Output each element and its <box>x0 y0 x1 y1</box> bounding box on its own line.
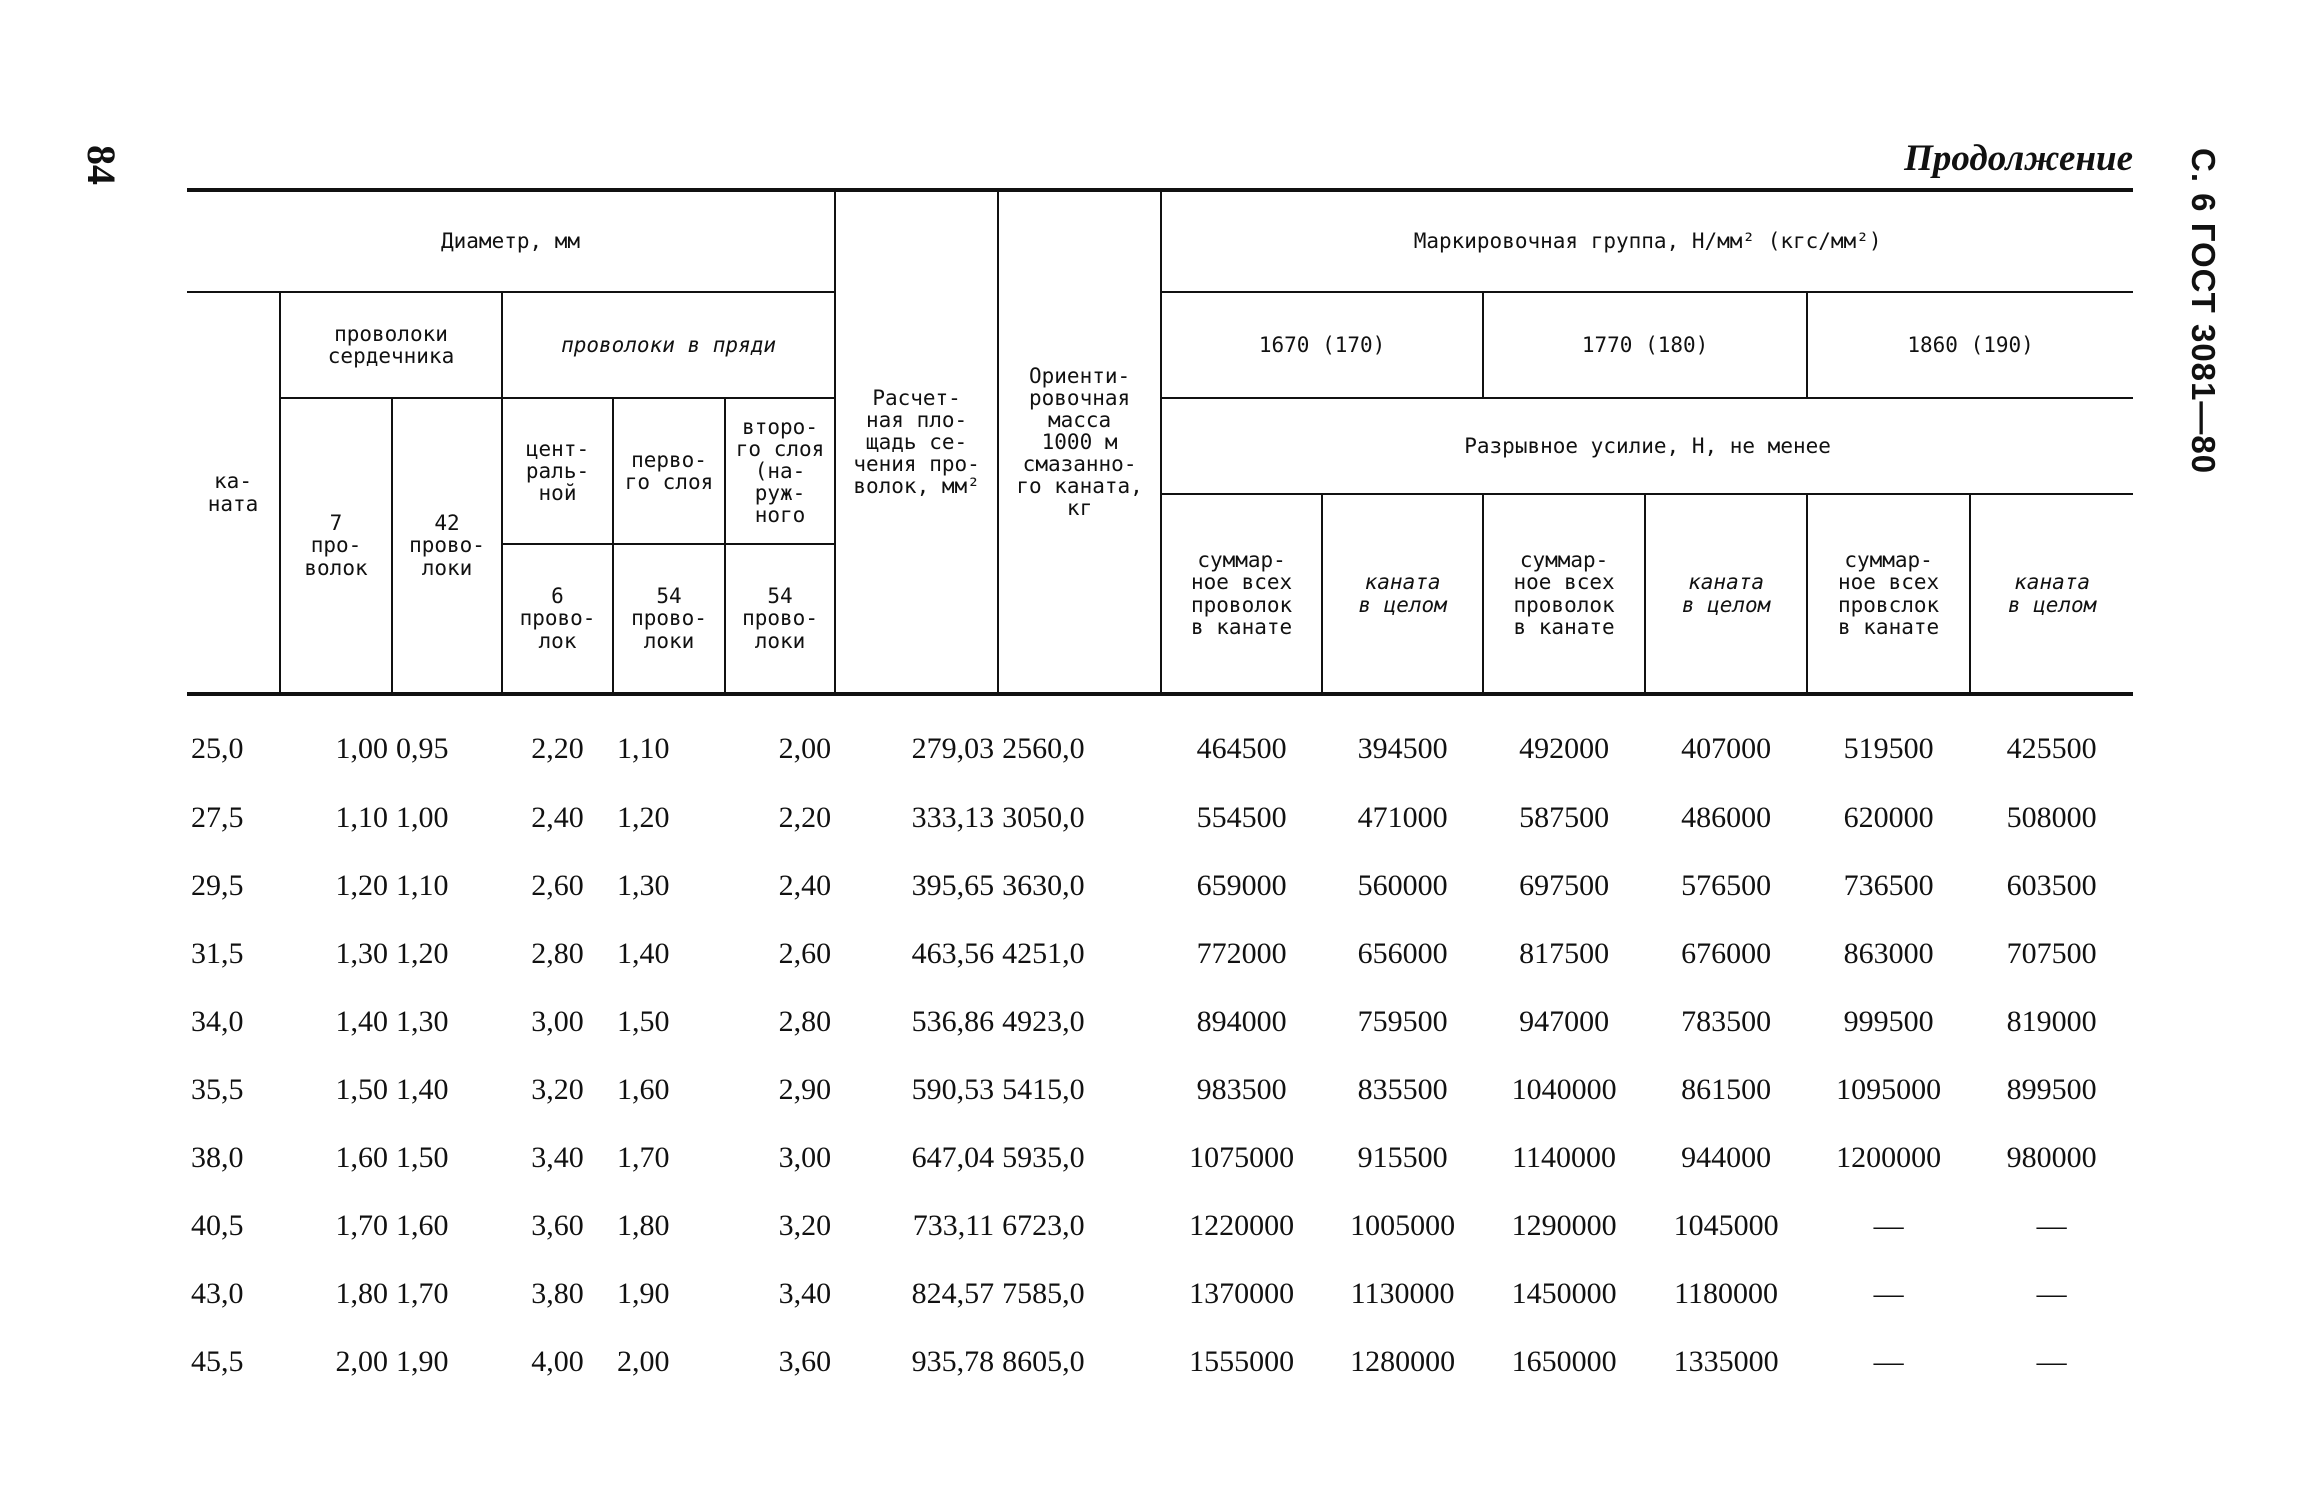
table-cell: 554500 <box>1196 801 1287 834</box>
table-cell: 3,40 <box>531 1141 584 1174</box>
table-cell: 3050,0 <box>1002 801 1085 834</box>
table-cell: — <box>1873 1209 1904 1242</box>
table-cell: 935,78 <box>911 1345 995 1378</box>
table-cell: 394500 <box>1357 732 1448 765</box>
table-cell: 819000 <box>2006 1005 2097 1038</box>
table-cell: 759500 <box>1357 1005 1448 1038</box>
table-cell: 407000 <box>1681 732 1772 765</box>
table-cell: 1335000 <box>1673 1345 1779 1378</box>
table-cell: 1,30 <box>617 869 670 902</box>
table-cell: 2,40 <box>531 801 584 834</box>
header-first-layer: перво- го слоя <box>613 398 725 544</box>
table-cell: 519500 <box>1843 732 1934 765</box>
table-cell: 3,80 <box>531 1277 584 1310</box>
table-cell: 3,40 <box>778 1277 832 1310</box>
table-cell: 1290000 <box>1511 1209 1617 1242</box>
table-cell: 1,50 <box>396 1141 449 1174</box>
table-cell: 279,03 <box>911 732 995 765</box>
table-cell: 980000 <box>2006 1141 2097 1174</box>
table-cell: 697500 <box>1519 869 1610 902</box>
table-cell: 863000 <box>1843 937 1934 970</box>
table-cell: 8605,0 <box>1002 1345 1085 1378</box>
header-sum-all-1860: суммар- ное всех провслок в канате <box>1807 494 1970 694</box>
table-cell: 395,65 <box>911 869 995 902</box>
table-cell: 861500 <box>1681 1073 1772 1106</box>
table-cell: — <box>2036 1209 2067 1242</box>
cell-rope-diameter: 43,0 <box>191 1277 244 1310</box>
table-row <box>187 1192 2133 1260</box>
table-cell: 1555000 <box>1189 1345 1295 1378</box>
header-strand-wires: проволоки в пряди <box>502 292 835 398</box>
table-row <box>187 920 2133 988</box>
table-cell: 1,90 <box>617 1277 670 1310</box>
table-cell: 1370000 <box>1189 1277 1295 1310</box>
table-cell: 1,70 <box>396 1277 449 1310</box>
table-cell: 1,60 <box>396 1209 449 1242</box>
table-cell: 3,20 <box>531 1073 584 1106</box>
table-cell: 2,20 <box>778 801 832 834</box>
header-sum-all-1670: суммар- ное всех проволок в канате <box>1161 494 1322 694</box>
table-cell: 1,70 <box>335 1209 388 1242</box>
header-marking-group: Маркировочная группа, Н/мм² (кгс/мм²) <box>1161 190 2133 292</box>
table-cell: 2,00 <box>617 1345 670 1378</box>
cell-rope-diameter: 27,5 <box>191 801 244 834</box>
table-cell: 1005000 <box>1350 1209 1456 1242</box>
continuation-label: Продолжение <box>1904 138 2133 179</box>
table-row <box>187 694 2133 784</box>
header-core-42: 42 прово- локи <box>392 398 502 694</box>
table-cell: 1095000 <box>1836 1073 1942 1106</box>
table-cell: 1,30 <box>335 937 388 970</box>
table-cell: 2,20 <box>531 732 584 765</box>
table-cell: 899500 <box>2006 1073 2097 1106</box>
table-cell: 620000 <box>1843 801 1934 834</box>
table-cell: 947000 <box>1519 1005 1610 1038</box>
table-cell: — <box>1873 1277 1904 1310</box>
table-row <box>187 1328 2133 1396</box>
table-cell: 999500 <box>1843 1005 1934 1038</box>
table-cell: 656000 <box>1357 937 1448 970</box>
table-cell: 817500 <box>1519 937 1610 970</box>
header-group-1770: 1770 (180) <box>1483 292 1807 398</box>
table-cell: 1,00 <box>335 732 388 765</box>
table-cell: 736500 <box>1843 869 1934 902</box>
table-cell: 707500 <box>2006 937 2097 970</box>
table-cell: 772000 <box>1196 937 1287 970</box>
cell-rope-diameter: 34,0 <box>191 1005 244 1038</box>
table-cell: 3,60 <box>778 1345 832 1378</box>
table-cell: 1,10 <box>396 869 449 902</box>
table-cell: 7585,0 <box>1002 1277 1085 1310</box>
table-cell: 983500 <box>1196 1073 1287 1106</box>
table-cell: 1,50 <box>617 1005 670 1038</box>
table-cell: 560000 <box>1357 869 1448 902</box>
table-cell: 1,60 <box>335 1141 388 1174</box>
table-cell: 5935,0 <box>1002 1141 1085 1174</box>
table-cell: 733,11 <box>912 1209 995 1242</box>
header-whole-1670: каната в целом <box>1322 494 1483 694</box>
table-cell: 1280000 <box>1350 1345 1456 1378</box>
table-cell: 1,30 <box>396 1005 449 1038</box>
table-cell: 944000 <box>1681 1141 1772 1174</box>
table-cell: 1,00 <box>396 801 449 834</box>
table-cell: 2,80 <box>531 937 584 970</box>
table-cell: 0,95 <box>396 732 449 765</box>
table-row <box>187 1124 2133 1192</box>
cell-rope-diameter: 35,5 <box>191 1073 244 1106</box>
header-whole-1770: каната в целом <box>1645 494 1807 694</box>
table-cell: 3,00 <box>778 1141 832 1174</box>
header-diameter: Диаметр, мм <box>187 190 835 292</box>
table-cell: 4923,0 <box>1002 1005 1085 1038</box>
table-cell: 2,80 <box>778 1005 832 1038</box>
header-core-wires: проволоки сердечника <box>280 292 502 398</box>
cell-rope-diameter: 45,5 <box>191 1345 244 1378</box>
table-cell: 2,40 <box>778 869 832 902</box>
header-central-count: 6 прово- лок <box>502 544 613 694</box>
table-cell: 2,60 <box>778 937 832 970</box>
page-number: 84 <box>79 145 124 185</box>
table-cell: 1180000 <box>1674 1277 1779 1310</box>
table-cell: 576500 <box>1681 869 1772 902</box>
table-cell: 1075000 <box>1189 1141 1295 1174</box>
table-cell: 603500 <box>2006 869 2097 902</box>
table-cell: 676000 <box>1681 937 1772 970</box>
table-cell: 1,20 <box>396 937 449 970</box>
table-cell: 1,10 <box>335 801 388 834</box>
table-cell: 4251,0 <box>1002 937 1085 970</box>
table-cell: 659000 <box>1196 869 1287 902</box>
header-second-layer: второ- го слоя (на- руж- ного <box>725 398 835 544</box>
table-cell: 824,57 <box>911 1277 995 1310</box>
table-cell: 6723,0 <box>1002 1209 1085 1242</box>
header-core-7: 7 про- волок <box>280 398 392 694</box>
table-cell: 2,00 <box>778 732 832 765</box>
table-cell: 3,20 <box>778 1209 832 1242</box>
table-row <box>187 1260 2133 1328</box>
table-cell: 1450000 <box>1511 1277 1617 1310</box>
table-cell: 3,00 <box>531 1005 584 1038</box>
table-cell: 894000 <box>1196 1005 1287 1038</box>
cell-rope-diameter: 38,0 <box>191 1141 244 1174</box>
table-cell: — <box>1873 1345 1904 1378</box>
table-cell: — <box>2036 1345 2067 1378</box>
table-cell: 492000 <box>1519 732 1610 765</box>
table-body <box>187 694 2133 1396</box>
table-cell: 1140000 <box>1512 1141 1617 1174</box>
table-row <box>187 784 2133 852</box>
table-cell: 463,56 <box>911 937 995 970</box>
table-cell: 1,70 <box>617 1141 670 1174</box>
table-cell: 536,86 <box>911 1005 995 1038</box>
table-cell: 333,13 <box>911 801 995 834</box>
table-cell: 1,40 <box>335 1005 388 1038</box>
table-cell: 1,10 <box>617 732 670 765</box>
table-cell: 1,40 <box>396 1073 449 1106</box>
header-area: Расчет- ная пло- щадь се- чения про- волок, мм² <box>835 190 998 694</box>
header-whole-1860: каната в целом <box>1970 494 2133 694</box>
header-mass: Ориенти- ровочная масса 1000 м смазанно- го каната, кг <box>998 190 1161 694</box>
header-rope: ка- ната <box>187 292 280 694</box>
table-cell: — <box>2036 1277 2067 1310</box>
header-second-count: 54 прово- локи <box>725 544 835 694</box>
cell-rope-diameter: 25,0 <box>191 732 244 765</box>
table-cell: 2560,0 <box>1002 732 1085 765</box>
table-cell: 1,80 <box>617 1209 670 1242</box>
table-cell: 1,80 <box>335 1277 388 1310</box>
table-cell: 1,20 <box>617 801 670 834</box>
table-cell: 1,20 <box>335 869 388 902</box>
table-cell: 1040000 <box>1511 1073 1617 1106</box>
table-cell: 4,00 <box>531 1345 584 1378</box>
cell-rope-diameter: 31,5 <box>191 937 244 970</box>
table-row <box>187 1056 2133 1124</box>
cell-rope-diameter: 29,5 <box>191 869 244 902</box>
table-cell: 2,00 <box>335 1345 388 1378</box>
table-cell: 508000 <box>2006 801 2097 834</box>
header-group-1860: 1860 (190) <box>1807 292 2133 398</box>
table-cell: 471000 <box>1357 801 1448 834</box>
table-cell: 590,53 <box>911 1073 995 1106</box>
table-cell: 3,60 <box>531 1209 584 1242</box>
table-cell: 486000 <box>1681 801 1772 834</box>
document-code: С. 6 ГОСТ 3081—80 <box>2185 148 2222 475</box>
table-cell: 1045000 <box>1673 1209 1779 1242</box>
table-cell: 647,04 <box>911 1141 995 1174</box>
table-cell: 425500 <box>2006 732 2097 765</box>
table-cell: 1,50 <box>335 1073 388 1106</box>
cell-rope-diameter: 40,5 <box>191 1209 244 1242</box>
header-sum-all-1770: суммар- ное всех проволок в канате <box>1483 494 1645 694</box>
header-group-1670: 1670 (170) <box>1161 292 1483 398</box>
header-central: цент- раль- ной <box>502 398 613 544</box>
table-cell: 915500 <box>1357 1141 1448 1174</box>
table-cell: 1,60 <box>617 1073 670 1106</box>
table-cell: 1,90 <box>396 1345 449 1378</box>
header-breaking-force: Разрывное усилие, Н, не менее <box>1161 398 2133 494</box>
table-cell: 3630,0 <box>1002 869 1085 902</box>
table-cell: 2,90 <box>778 1073 832 1106</box>
table-row <box>187 988 2133 1056</box>
table-cell: 5415,0 <box>1002 1073 1085 1106</box>
table-cell: 1130000 <box>1350 1277 1455 1310</box>
table-cell: 464500 <box>1196 732 1287 765</box>
table-cell: 587500 <box>1519 801 1610 834</box>
table-cell: 783500 <box>1681 1005 1772 1038</box>
table-row <box>187 852 2133 920</box>
header-first-count: 54 прово- локи <box>613 544 725 694</box>
table-cell: 1220000 <box>1189 1209 1295 1242</box>
rope-table <box>187 188 2133 1396</box>
table-cell: 835500 <box>1357 1073 1448 1106</box>
table-cell: 1200000 <box>1836 1141 1942 1174</box>
table-cell: 1,40 <box>617 937 670 970</box>
table-cell: 1650000 <box>1511 1345 1617 1378</box>
table-cell: 2,60 <box>531 869 584 902</box>
